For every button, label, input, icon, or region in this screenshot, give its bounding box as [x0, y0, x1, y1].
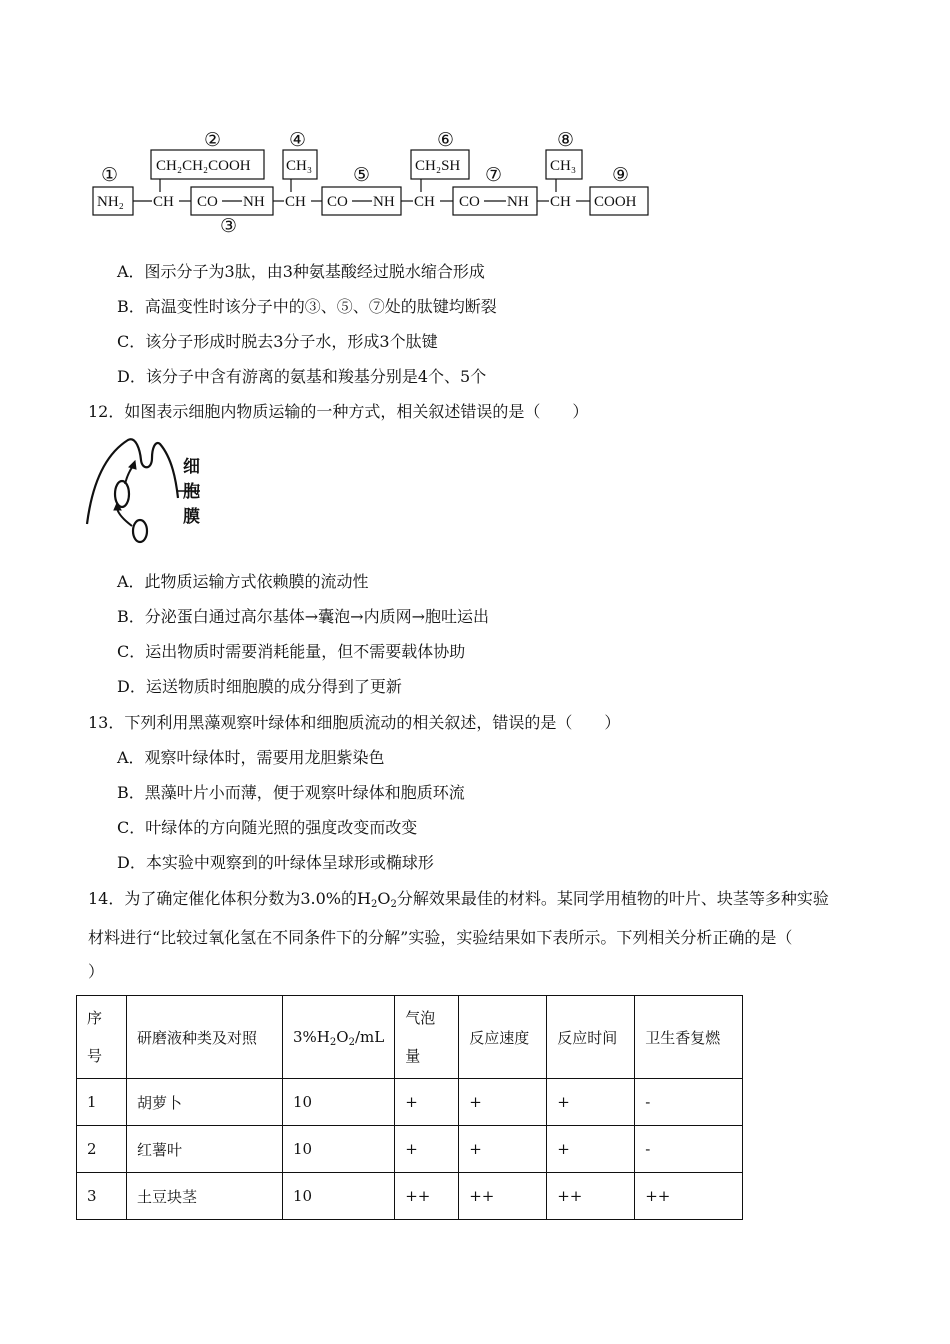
header-material: 研磨液种类及对照 [127, 996, 283, 1079]
cell-volume: 10 [283, 1126, 395, 1173]
experiment-results-table [76, 995, 743, 1220]
q12-option-d: D．运送物质时细胞膜的成分得到了更新 [117, 677, 402, 696]
q13-option-a: A．观察叶绿体时，需要用龙胆紫染色 [117, 748, 385, 767]
table-row [77, 1173, 743, 1220]
label-6: ⑥ [437, 130, 455, 151]
q11-option-b: B．高温变性时该分子中的③、⑤、⑦处的肽键均断裂 [117, 297, 497, 316]
label-1: ① [101, 165, 119, 186]
cell-speed: ++ [459, 1173, 547, 1220]
membrane-label-2: 胞 [183, 482, 200, 502]
cell-time: + [547, 1126, 635, 1173]
label-5: ⑤ [353, 165, 371, 186]
q12-stem: 12．如图表示细胞内物质运输的一种方式，相关叙述错误的是（ ） [88, 402, 589, 421]
nh-3: NH [243, 194, 265, 210]
label-4: ④ [289, 130, 307, 151]
table-row [77, 1079, 743, 1126]
cell-volume: 10 [283, 1079, 395, 1126]
membrane-label-3: 膜 [183, 507, 200, 527]
membrane-label-1: 细 [183, 457, 200, 477]
q11-option-a: A．图示分子为3肽，由3种氨基酸经过脱水缩合形成 [117, 262, 485, 281]
q14-stem-line-2: 材料进行“比较过氧化氢在不同条件下的分解”实验，实验结果如下表所示。下列相关分析正确的是（ [88, 928, 793, 947]
q14-stem-sub-1: 2 [370, 899, 378, 910]
cell-material: 胡萝卜 [127, 1079, 283, 1126]
header-index: 序 号 [77, 996, 127, 1079]
cell-time: + [547, 1079, 635, 1126]
label-7: ⑦ [485, 165, 503, 186]
r-group-4: CH₃ [286, 158, 313, 174]
cell-volume: 10 [283, 1173, 395, 1220]
header-incense-relight: 卫生香复燃 [635, 996, 743, 1079]
header-reaction-speed: 反应速度 [459, 996, 547, 1079]
co-3: CO [197, 194, 218, 210]
label-9: ⑨ [612, 165, 630, 186]
co-7: CO [459, 194, 480, 210]
cell-index: 2 [77, 1126, 127, 1173]
q12-option-c: C．运出物质时需要消耗能量，但不需要载体协助 [117, 642, 466, 661]
cell-bubbles: + [395, 1079, 459, 1126]
cell-index: 1 [77, 1079, 127, 1126]
q13-option-b: B．黑藻叶片小而薄，便于观察叶绿体和胞质环流 [117, 783, 465, 802]
label-3: ③ [220, 216, 238, 237]
nh-5: NH [373, 194, 395, 210]
table-row [77, 1126, 743, 1173]
cell-time: ++ [547, 1173, 635, 1220]
q11-option-c: C．该分子形成时脱去3分子水，形成3个肽键 [117, 332, 438, 351]
header-h2o2-volume: $3\%H_2O_2/mL$ [283, 996, 395, 1079]
carboxyl-group: COOH [594, 194, 637, 210]
q14-stem-sub-2: 2 [390, 899, 397, 910]
r-group-2: CH₂CH₂COOH [156, 158, 251, 174]
cell-material: 红薯叶 [127, 1126, 283, 1173]
cell-index: 3 [77, 1173, 127, 1220]
q14-stem-text-b: O [377, 889, 391, 908]
q12-option-b: B．分泌蛋白通过高尔基体→囊泡→内质网→胞吐运出 [117, 607, 489, 626]
q13-option-c: C．叶绿体的方向随光照的强度改变而改变 [117, 818, 418, 837]
q13-option-d: D．本实验中观察到的叶绿体呈球形或椭球形 [117, 853, 434, 872]
label-8: ⑧ [557, 130, 575, 151]
q14-stem-text-a: 14．为了确定催化体积分数为3.0%的H [88, 889, 371, 908]
ch-2: CH [285, 194, 306, 210]
cell-relight: ++ [635, 1173, 743, 1220]
ch-3: CH [414, 194, 435, 210]
q14-stem-line-3: ） [88, 962, 105, 981]
q12-option-a: A．此物质运输方式依赖膜的流动性 [117, 572, 369, 591]
nh-7: NH [507, 194, 529, 210]
cell-bubbles: + [395, 1126, 459, 1173]
cell-speed: + [459, 1079, 547, 1126]
co-5: CO [327, 194, 348, 210]
amino-group: NH₂ [97, 194, 124, 210]
cell-speed: + [459, 1126, 547, 1173]
label-2: ② [204, 130, 222, 151]
r-group-8: CH₃ [550, 158, 577, 174]
cell-bubbles: ++ [395, 1173, 459, 1220]
q14-stem-text-c: 分解效果最佳的材料。某同学用植物的叶片、块茎等多种实验 [396, 889, 829, 908]
cell-material: 土豆块茎 [127, 1173, 283, 1220]
ch-4: CH [550, 194, 571, 210]
cell-relight: - [635, 1079, 743, 1126]
q14-stem-line-1 [88, 889, 829, 909]
cell-relight: - [635, 1126, 743, 1173]
q13-stem: 13．下列利用黑藻观察叶绿体和细胞质流动的相关叙述，错误的是（ ） [88, 713, 621, 732]
header-bubbles: 气泡 量 [395, 996, 459, 1079]
table-header-row [77, 996, 743, 1079]
q11-option-d: D．该分子中含有游离的氨基和羧基分别是4个、5个 [117, 367, 487, 386]
header-reaction-time: 反应时间 [547, 996, 635, 1079]
ch-1: CH [153, 194, 174, 210]
r-group-6: CH₂SH [415, 158, 461, 174]
